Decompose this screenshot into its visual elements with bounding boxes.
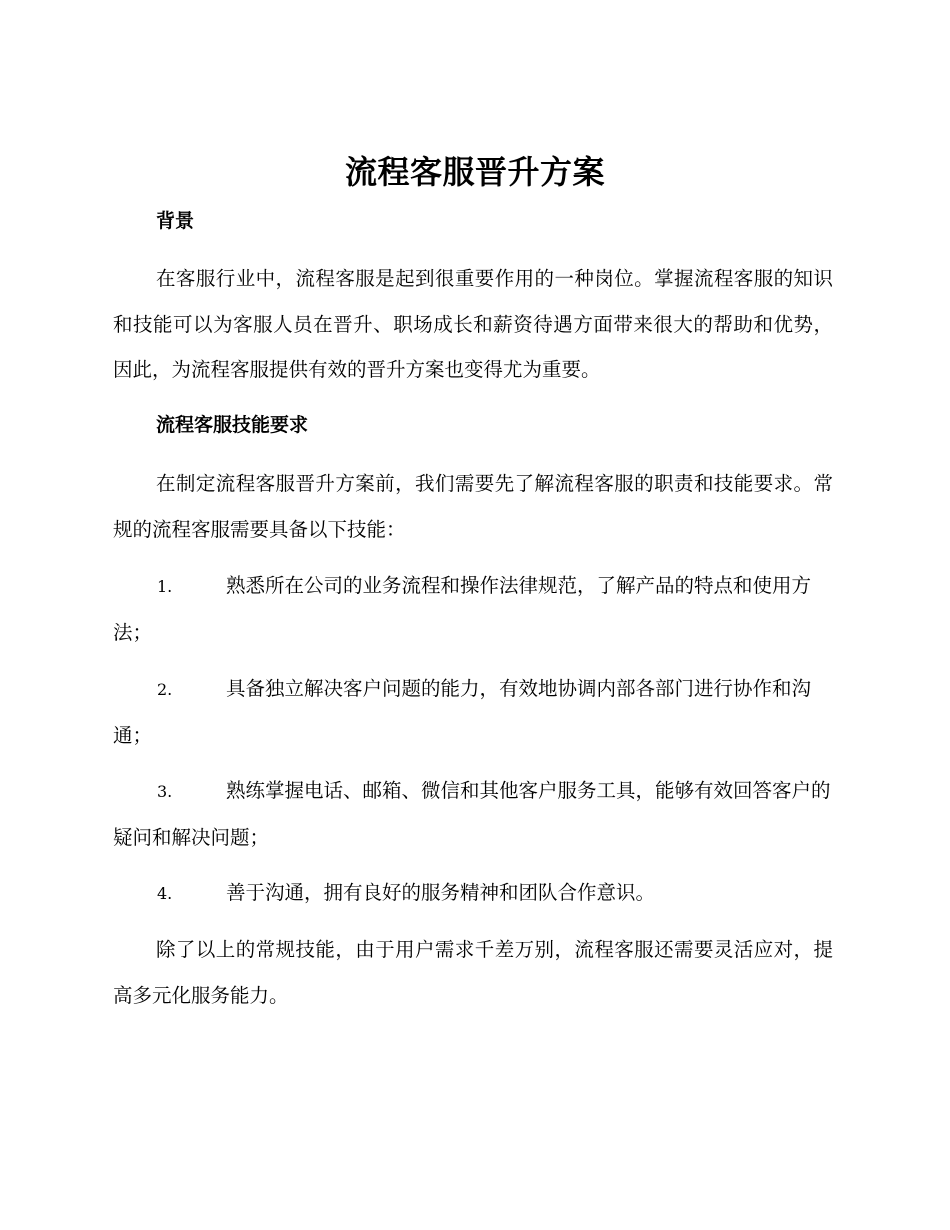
section-heading-skills: 流程客服技能要求 [156, 414, 309, 436]
list-item-text: 善于沟通，拥有良好的服务精神和团队合作意识。 [226, 881, 656, 904]
document-title: 流程客服晋升方案 [344, 153, 605, 191]
list-item-number: 3. [157, 782, 173, 801]
closing-paragraph: 除了以上的常规技能，由于用户需求千差万别，流程客服还需要灵活应对，提高多元化服务能力。 [113, 938, 833, 1007]
list-item-text: 具备独立解决客户问题的能力，有效地协调内部各部门进行协作和沟通； [113, 677, 812, 747]
list-item-number: 4. [157, 884, 173, 903]
list-item-text: 熟练掌握电话、邮箱、微信和其他客户服务工具，能够有效回答客户的疑问和解决问题； [113, 779, 831, 849]
list-item [113, 666, 833, 758]
list-item-number: 2. [157, 680, 173, 699]
background-paragraph: 在客服行业中，流程客服是起到很重要作用的一种岗位。掌握流程客服的知识和技能可以为客服人员在晋升、职场成长和薪资待遇方面带来很大的帮助和优势，因此，为流程客服提供有效的晋升方案也变得尤为重要。 [113, 267, 833, 381]
skills-intro-paragraph: 在制定流程客服晋升方案前，我们需要先了解流程客服的职责和技能要求。常规的流程客服需要具备以下技能： [113, 472, 833, 541]
section-heading-background: 背景 [156, 210, 195, 232]
list-item-text: 熟悉所在公司的业务流程和操作法律规范，了解产品的特点和使用方法； [113, 574, 812, 644]
list-item [113, 768, 833, 860]
list-item-number: 1. [157, 577, 173, 596]
list-item [113, 563, 833, 655]
list-item [113, 870, 833, 917]
